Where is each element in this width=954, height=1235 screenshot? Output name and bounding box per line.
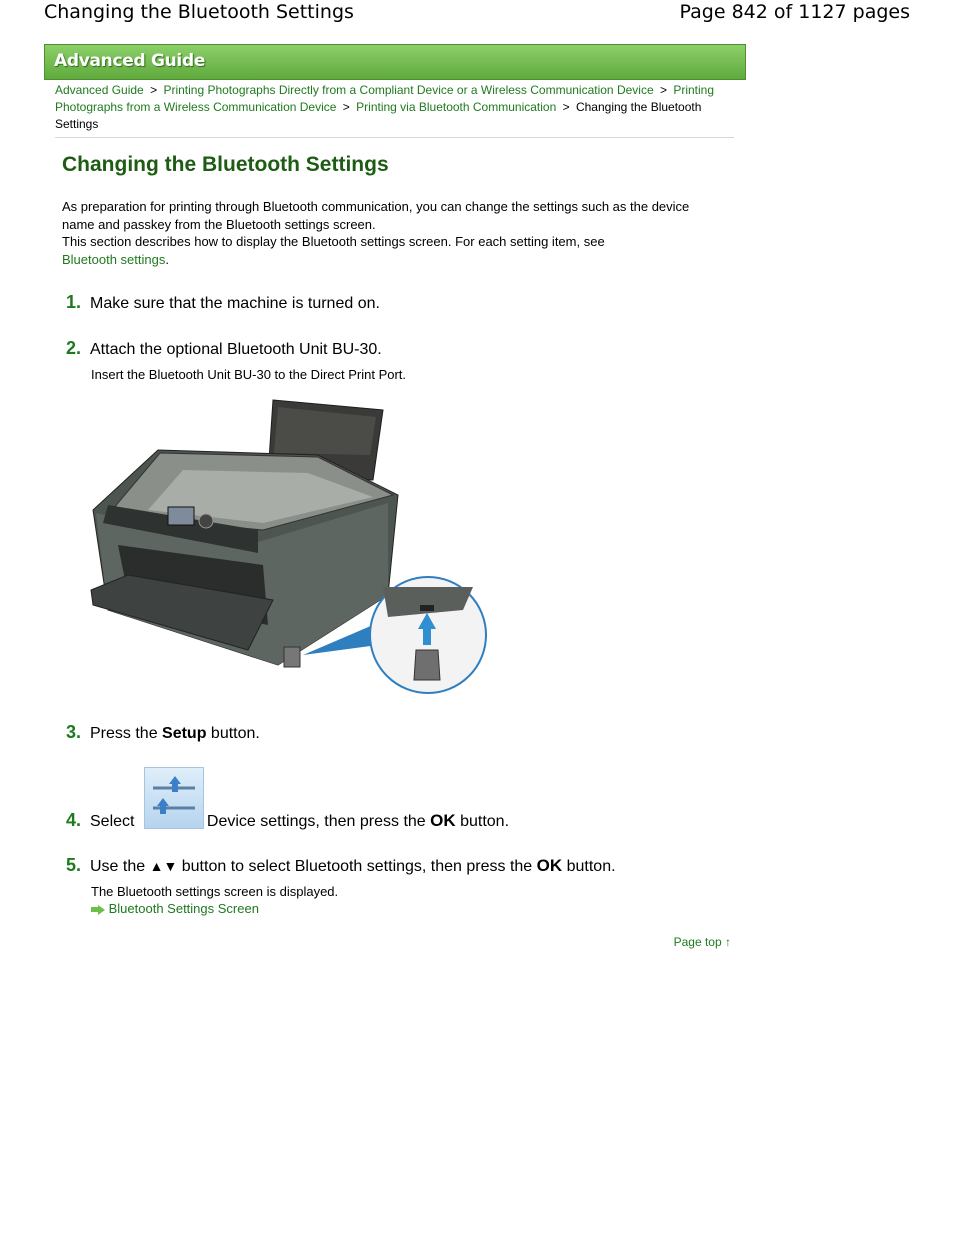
step-3: 3. Press the Setup button. — [66, 722, 260, 742]
step-4: 4. Select Device settings, then press the OK button. — [66, 810, 510, 830]
arrow-right-icon — [91, 901, 105, 916]
breadcrumb — [55, 82, 735, 133]
step-number: 1. — [66, 292, 82, 312]
page-title: Changing the Bluetooth Settings — [62, 153, 389, 176]
step-text: Make sure that the machine is turned on. — [90, 295, 380, 312]
step-text: Attach the optional Bluetooth Unit BU-30. — [90, 341, 382, 358]
breadcrumb-link-advanced-guide[interactable]: Advanced Guide — [55, 83, 144, 97]
arrow-up-icon: ↑ — [725, 935, 731, 949]
step-5-detail: The Bluetooth settings screen is displayed. Bluetooth Settings Screen — [91, 884, 339, 916]
banner-label: Advanced Guide — [54, 51, 206, 71]
breadcrumb-link-printing-directly[interactable]: Printing Photographs Directly from a Compliant Device or a Wireless Communication Device — [163, 83, 654, 97]
document-title: Changing the Bluetooth Settings — [44, 1, 354, 23]
step-number: 5. — [66, 855, 82, 875]
advanced-guide-banner — [44, 44, 746, 80]
page-top-link[interactable]: Page top ↑ — [673, 935, 731, 949]
page-counter: Page 842 of 1127 pages — [679, 1, 910, 23]
ok-button-label: OK — [536, 856, 563, 875]
intro-paragraph-2: This section describes how to display the Bluetooth settings screen. For each setting item, see Bluetooth settings. — [62, 234, 605, 267]
up-down-arrows-icon: ▲▼ — [149, 858, 178, 874]
breadcrumb-separator: > — [342, 100, 350, 114]
breadcrumb-current: Changing the Bluetooth Settings — [55, 100, 702, 131]
intro-paragraph-1: As preparation for printing through Bluetooth communication, you can change the settings such as the device name and passkey from the Bluetooth settings screen. — [62, 199, 690, 232]
step-5: 5. Use the ▲▼ button to select Bluetooth settings, then press the OK button. — [66, 855, 616, 875]
intro-text — [62, 198, 722, 268]
breadcrumb-separator: > — [150, 83, 158, 97]
breadcrumb-separator: > — [659, 83, 667, 97]
bluetooth-settings-screen-link[interactable]: Bluetooth Settings Screen — [108, 901, 259, 916]
step-number: 4. — [66, 810, 82, 830]
step-2 — [66, 338, 382, 360]
breadcrumb-separator: > — [562, 100, 570, 114]
ok-button-label: OK — [430, 811, 456, 830]
printer-bluetooth-illustration — [88, 395, 490, 697]
step-2-detail: Insert the Bluetooth Unit BU-30 to the Direct Print Port. — [91, 367, 407, 382]
divider — [55, 137, 734, 138]
step-number: 3. — [66, 722, 82, 742]
breadcrumb-link-wireless-device[interactable]: Printing Photographs from a Wireless Communication Device — [55, 83, 715, 114]
step-1 — [66, 292, 380, 314]
bluetooth-settings-link[interactable]: Bluetooth settings — [62, 251, 166, 267]
setup-button-label: Setup — [162, 725, 207, 742]
breadcrumb-link-bluetooth-communication[interactable]: Printing via Bluetooth Communication — [356, 100, 557, 114]
step-number: 2. — [66, 338, 82, 358]
